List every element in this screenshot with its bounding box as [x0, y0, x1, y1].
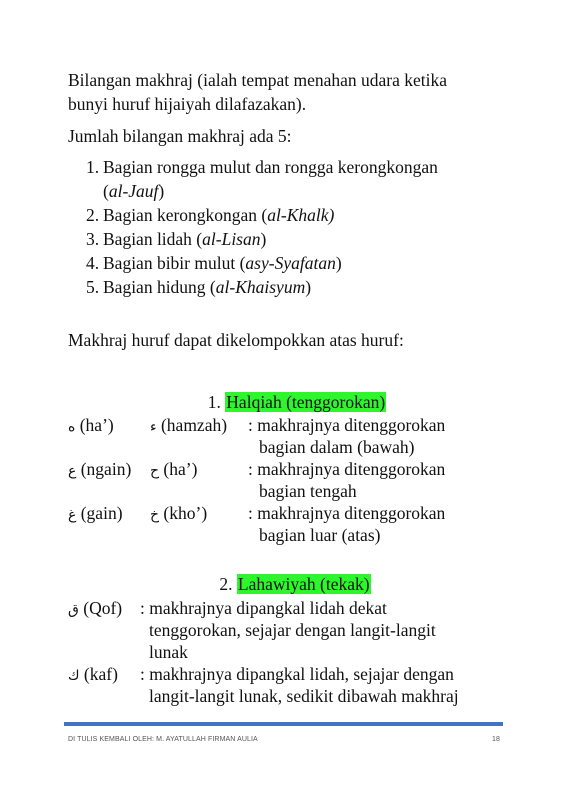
paren-close: ) — [158, 181, 165, 201]
description-line: : makhrajnya ditenggorokan — [248, 415, 446, 435]
letter-name: (ngain) — [80, 459, 132, 479]
letter-name: (hamzah) — [160, 415, 228, 435]
description-line: bagian dalam (bawah) — [259, 437, 415, 457]
list-text: Bagian kerongkongan ( — [103, 205, 268, 225]
intro-paragraph — [68, 68, 508, 116]
section-number: 2. — [219, 574, 233, 594]
list-item — [82, 227, 502, 251]
list-number: 1. — [86, 157, 100, 177]
letter-cell — [150, 414, 227, 438]
letter-cell — [150, 502, 207, 526]
description-line: tenggorokan, sejajar dengan langit-langit — [149, 620, 436, 640]
description-line: : makhrajnya ditenggorokan — [248, 459, 446, 479]
list-number: 5. — [86, 277, 100, 297]
section-title-highlight: Lahawiyah (tekak) — [237, 574, 370, 594]
arabic-letter: ه — [68, 419, 76, 435]
page-number: 18 — [492, 736, 500, 743]
group-intro-text: Makhraj huruf dapat dikelompokkan atas huruf: — [68, 330, 404, 350]
page-footer — [68, 736, 500, 743]
letter-name: (kaf) — [83, 664, 118, 684]
description-line: langit-langit lunak, sedikit dibawah makhraj — [149, 686, 459, 706]
letter-name: (kho’) — [163, 503, 208, 523]
section-number: 1. — [207, 392, 221, 412]
list-item — [82, 275, 502, 299]
description-line: : makhrajnya ditenggorokan — [248, 503, 446, 523]
paren-close: ) — [260, 229, 267, 249]
description-cell — [248, 458, 508, 502]
description-line: bagian luar (atas) — [259, 525, 381, 545]
arabic-letter: ع — [68, 463, 77, 479]
letter-cell — [150, 458, 197, 482]
arabic-letter: خ — [150, 507, 160, 523]
paren-close: ) — [305, 277, 312, 297]
letter-cell — [68, 414, 114, 438]
description-line: bagian tengah — [259, 481, 357, 501]
footer-author: DI TULIS KEMBALI OLEH: M. AYATULLAH FIRMAN AULIA — [68, 736, 258, 743]
arabic-letter: ح — [150, 463, 160, 479]
list-number: 4. — [86, 253, 100, 273]
description-line: : makhrajnya dipangkal lidah dekat — [140, 598, 387, 618]
intro-line-2: bunyi huruf hijaiyah dilafazakan). — [68, 94, 307, 114]
section-heading-lahawiyah — [12, 572, 566, 596]
list-item — [82, 251, 502, 275]
latin-term: al-Khaisyum — [215, 277, 306, 297]
list-latin-wrap — [103, 179, 502, 203]
description-cell — [248, 502, 508, 546]
letter-name: (gain) — [80, 503, 123, 523]
footer-rule — [64, 722, 503, 726]
latin-term: al-Khalk) — [267, 205, 335, 225]
description-cell — [140, 597, 510, 663]
arabic-letter: غ — [68, 507, 77, 523]
letter-name: (Qof) — [83, 598, 123, 618]
paren-open: ( — [103, 181, 109, 201]
description-cell — [248, 414, 508, 458]
description-line: lunak — [149, 642, 188, 662]
latin-term: al-Jauf — [108, 181, 159, 201]
description-cell — [140, 663, 510, 707]
paren-close: ) — [335, 253, 342, 273]
arabic-letter: ق — [68, 602, 79, 618]
list-number: 3. — [86, 229, 100, 249]
latin-term: al-Lisan — [202, 229, 261, 249]
arabic-letter: ك — [68, 668, 80, 684]
list-text: Bagian lidah ( — [103, 229, 203, 249]
section-title-highlight: Halqiah (tenggorokan) — [226, 392, 386, 412]
list-item — [82, 155, 502, 203]
list-item — [82, 203, 502, 227]
letter-name: (ha’) — [79, 415, 114, 435]
list-text: Bagian bibir mulut ( — [103, 253, 246, 273]
makhraj-count-text: Jumlah bilangan makhraj ada 5: — [68, 126, 292, 146]
arabic-letter: ء — [150, 419, 157, 435]
letter-cell — [68, 597, 122, 621]
list-text: Bagian rongga mulut dan rongga kerongkongan — [103, 157, 438, 177]
section-heading-halqiah — [14, 390, 566, 414]
list-number: 2. — [86, 205, 100, 225]
letter-cell — [68, 458, 131, 482]
list-text: Bagian hidung ( — [103, 277, 216, 297]
makhraj-parts-list — [82, 155, 502, 299]
letter-name: (ha’) — [163, 459, 198, 479]
letter-cell — [68, 663, 118, 687]
latin-term: asy-Syafatan — [245, 253, 336, 273]
description-line: : makhrajnya dipangkal lidah, sejajar dengan — [140, 664, 454, 684]
intro-line-1: Bilangan makhraj (ialah tempat menahan udara ketika — [68, 70, 448, 90]
letter-cell — [68, 502, 123, 526]
